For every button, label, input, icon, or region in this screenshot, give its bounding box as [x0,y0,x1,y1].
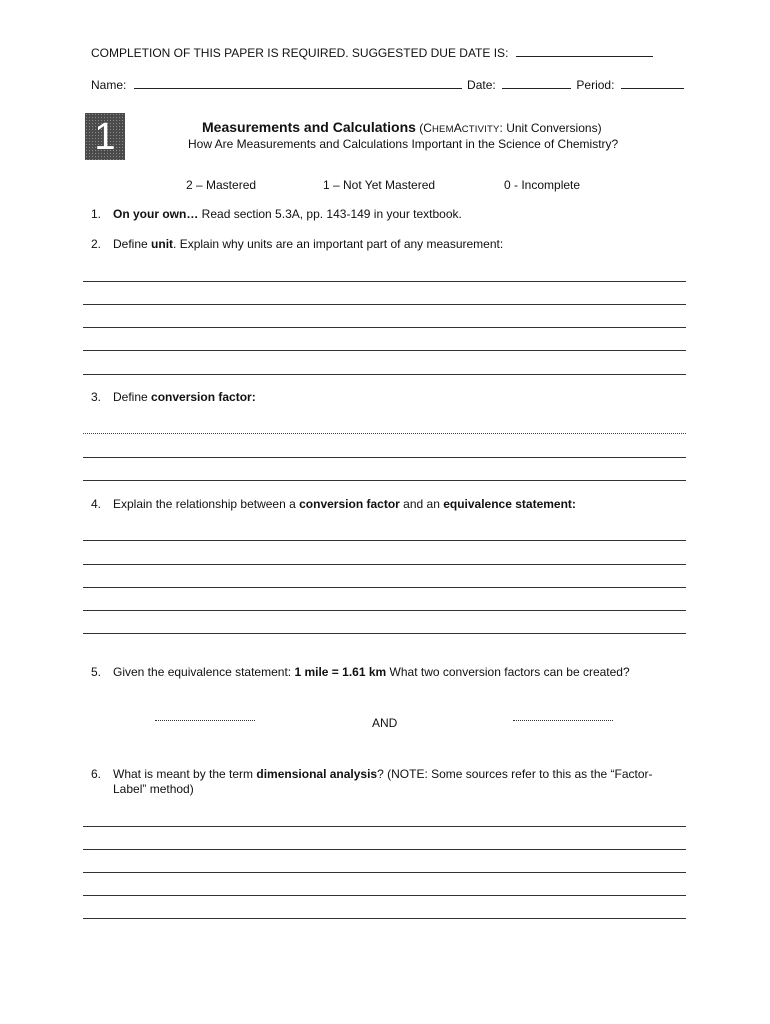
question-6: 6. What is meant by the term dimensional analysis? (NOTE: Some sources refer to this as the “Factor- [91,767,653,781]
answer-line[interactable] [83,374,686,375]
answer-line[interactable] [83,849,686,850]
answer-line[interactable] [83,304,686,305]
title-main: Measurements and Calculations [202,119,416,135]
rubric-mastered: 2 – Mastered [186,178,257,192]
question-5: 5. Given the equivalence statement: 1 mile = 1.61 km What two conversion factors can be created? [91,665,630,679]
activity-number-badge [85,113,125,160]
and-label: AND [372,716,398,730]
name-field[interactable] [134,77,462,89]
worksheet-subtitle: How Are Measurements and Calculations Important in the Science of Chemistry? [188,137,619,151]
answer-line[interactable] [83,281,686,282]
conversion-factor-blank-1[interactable] [155,720,255,721]
worksheet-title: Measurements and Calculations (CHEMACTIVITY: Unit Conversions) [202,119,602,135]
answer-line[interactable] [83,540,686,541]
question-1: 1. On your own… Read section 5.3A, pp. 143-149 in your textbook. [91,207,462,221]
question-3: 3. Define conversion factor: [91,390,256,404]
answer-line[interactable] [83,433,686,434]
due-date-field[interactable] [516,45,653,57]
answer-line[interactable] [83,918,686,919]
rubric-incomplete: 0 - Incomplete [504,178,581,192]
answer-line[interactable] [83,457,686,458]
date-label: Date: [467,78,496,92]
question-4: 4. Explain the relationship between a conversion factor and an equivalence statement: [91,497,576,511]
activity-number: 1 [94,115,116,158]
name-label: Name: [91,78,127,92]
conversion-factor-blank-2[interactable] [513,720,613,721]
answer-line[interactable] [83,633,686,634]
question-6-line-2: Label” method) [113,782,194,796]
completion-line [91,45,653,60]
answer-line[interactable] [83,327,686,328]
period-label: Period: [576,78,615,92]
answer-line[interactable] [83,564,686,565]
date-field[interactable] [502,77,571,89]
answer-line[interactable] [83,610,686,611]
answer-line[interactable] [83,872,686,873]
answer-line[interactable] [83,587,686,588]
answer-line[interactable] [83,895,686,896]
answer-line[interactable] [83,480,686,481]
answer-line[interactable] [83,826,686,827]
name-date-period-line [91,77,684,92]
rubric-not-yet-mastered: 1 – Not Yet Mastered [323,178,436,192]
completion-text: COMPLETION OF THIS PAPER IS REQUIRED. SUGGESTED DUE DATE IS: [91,46,509,60]
question-2: 2. Define unit. Explain why units are an important part of any measurement: [91,237,504,251]
answer-line[interactable] [83,350,686,351]
period-field[interactable] [621,77,684,89]
